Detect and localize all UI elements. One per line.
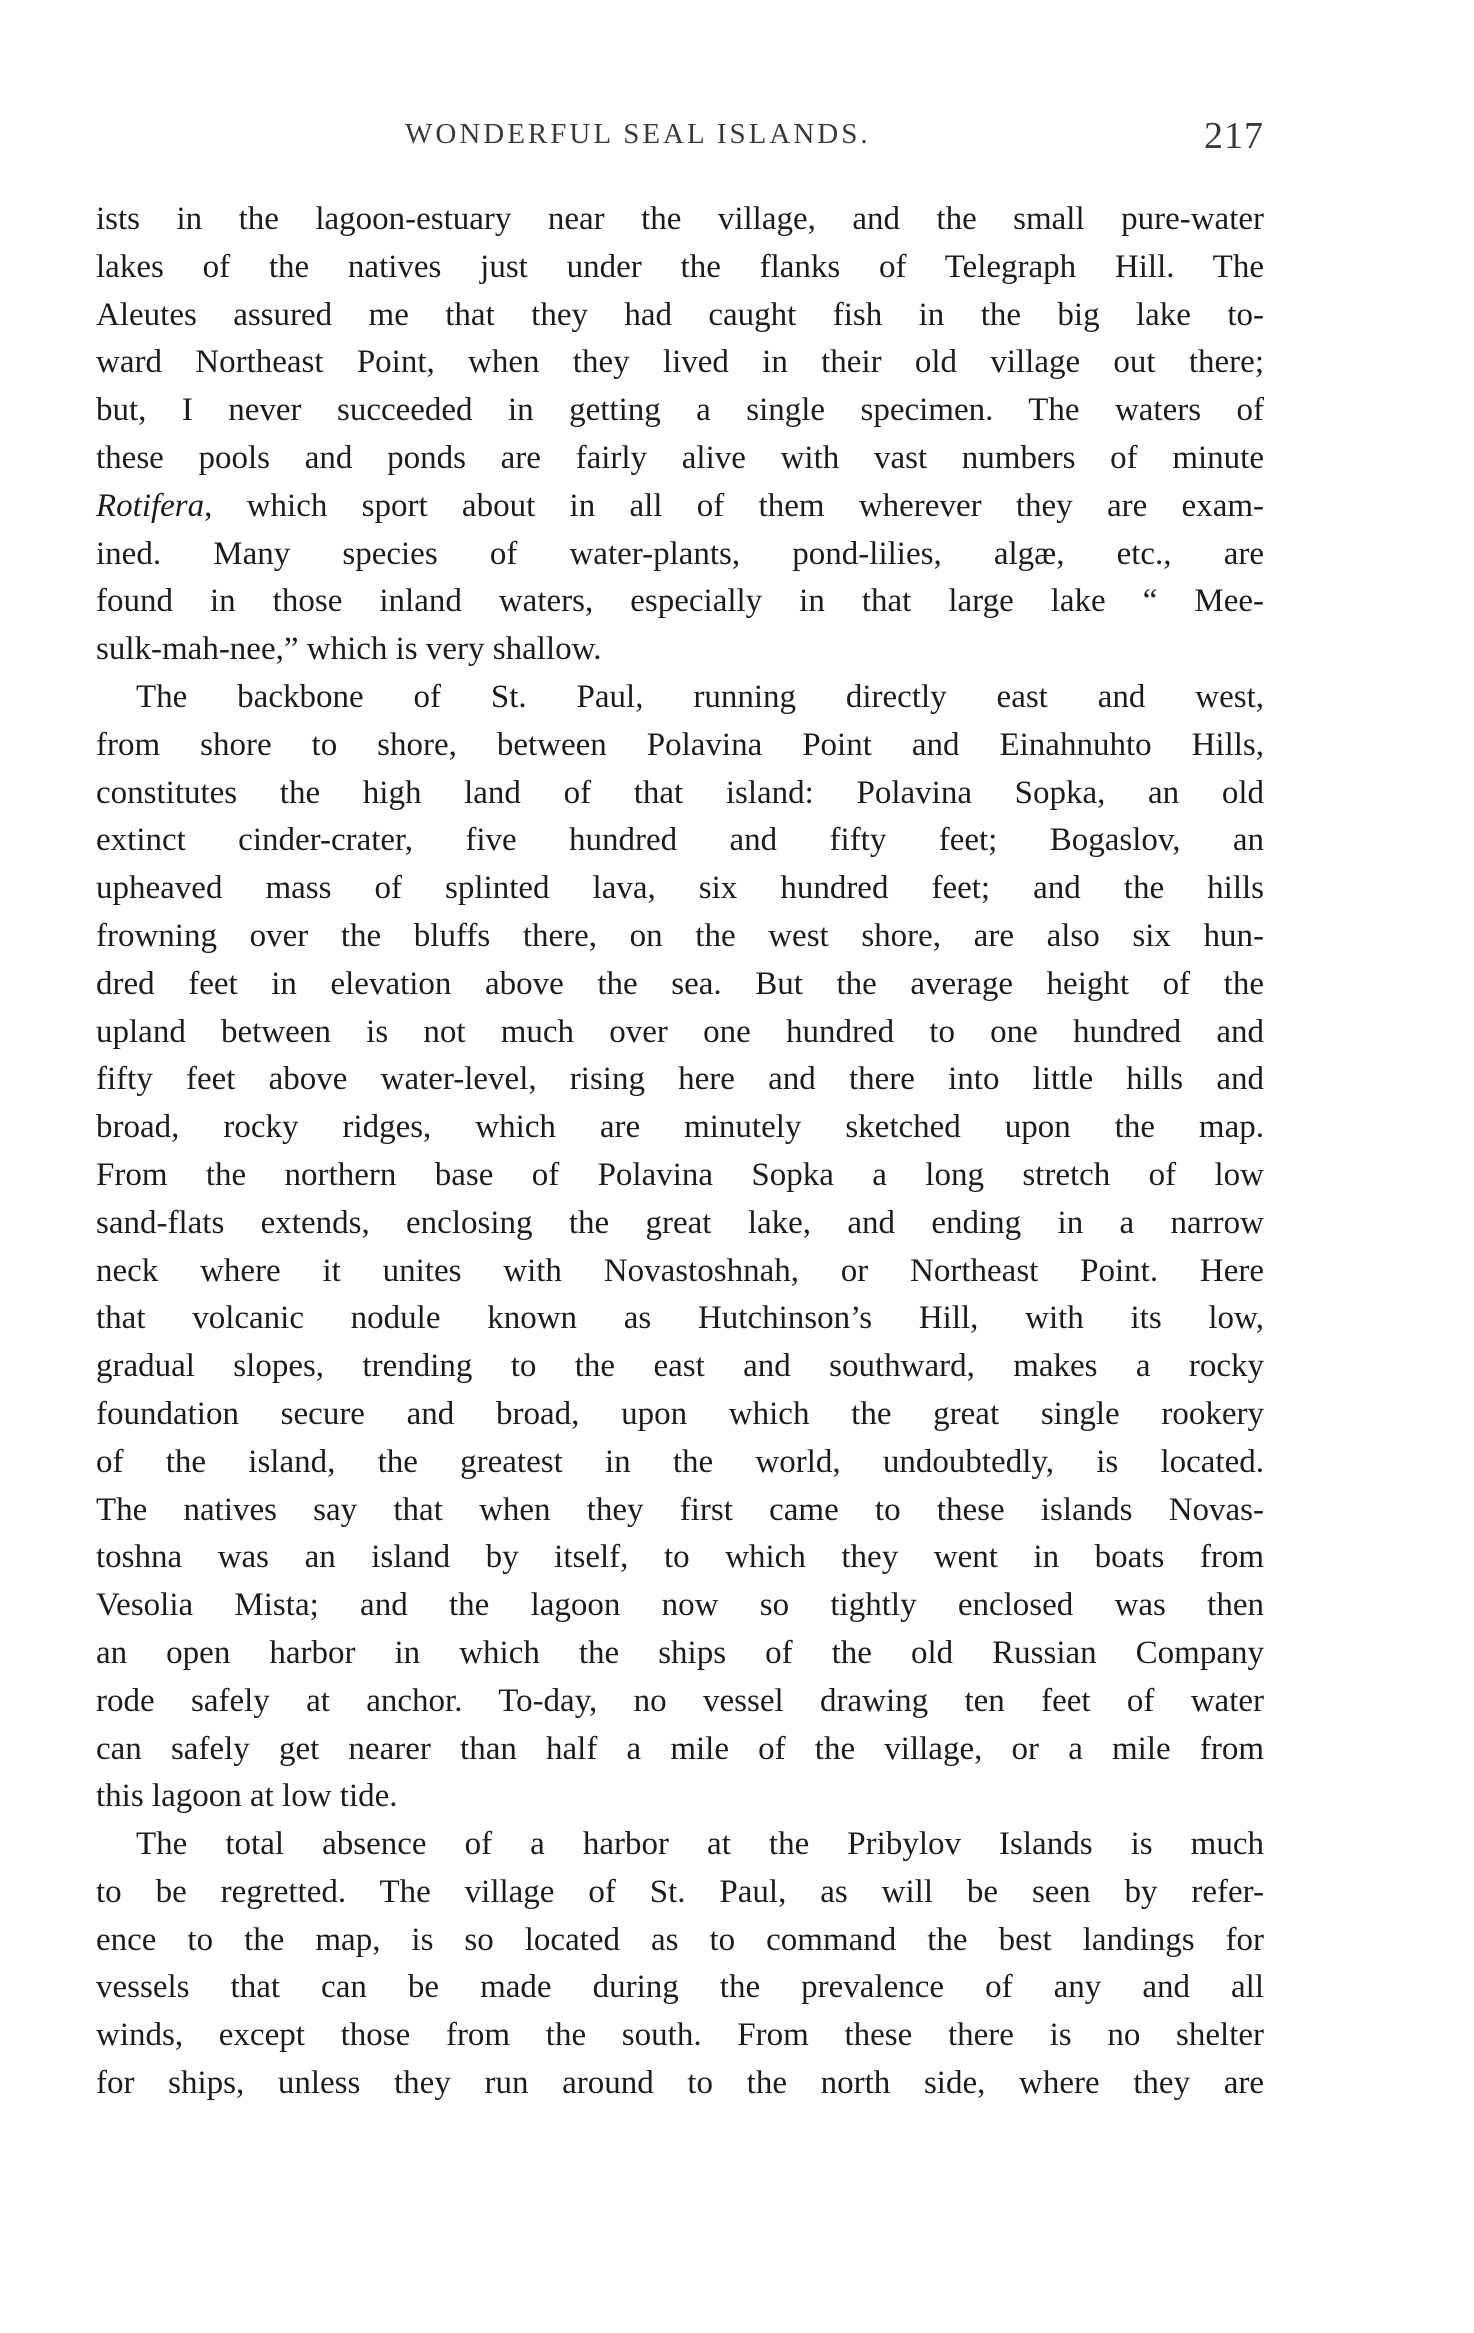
text-line: neck where it unites with Novastoshnah, or Northeast Point. Here (96, 1252, 1264, 1289)
text-line: lakes of the natives just under the flanks of Telegraph Hill. The (96, 248, 1264, 285)
text-line: but, I never succeeded in getting a single specimen. The waters of (96, 392, 1264, 429)
text-line: foundation secure and broad, upon which the great single rookery (96, 1395, 1264, 1432)
text-line: Aleutes assured me that they had caught fish in the big lake to- (96, 296, 1264, 333)
text-line: vessels that can be made during the prevalence of any and all (96, 1969, 1264, 2006)
text-line: these pools and ponds are fairly alive with vast numbers of minute (96, 439, 1264, 476)
text-line: found in those inland waters, especially in that large lake “ Mee- (96, 583, 1264, 620)
text-line: From the northern base of Polavina Sopka a long stretch of low (96, 1156, 1264, 1193)
text-line: upland between is not much over one hundred to one hundred and (96, 1013, 1264, 1050)
paragraph (96, 196, 1264, 674)
text-line (96, 483, 1264, 531)
text-line: that volcanic nodule known as Hutchinson’s Hill, with its low, (96, 1300, 1264, 1337)
text-line: sulk-mah-nee,” which is very shallow. (96, 631, 602, 668)
text-line: ined. Many species of water-plants, pond-lilies, algæ, etc., are (96, 535, 1264, 572)
body-text (96, 196, 1264, 2108)
text-line: extinct cinder-crater, five hundred and fifty feet; Bogaslov, an (96, 822, 1264, 859)
text-line: ence to the map, is so located as to command the best landings for (96, 1921, 1264, 1958)
text-line: this lagoon at low tide. (96, 1778, 398, 1815)
text-line: frowning over the bluffs there, on the west shore, are also six hun- (96, 917, 1264, 954)
text-line: toshna was an island by itself, to which they went in boats from (96, 1539, 1264, 1576)
text-line: ists in the lagoon-estuary near the village, and the small pure-water (96, 201, 1264, 237)
text-line: The total absence of a harbor at the Pribylov Islands is much (136, 1826, 1264, 1863)
text-fragment: , which sport about in all of them wherever they are exam- (204, 487, 1264, 524)
paragraph (96, 674, 1264, 1821)
text-line: ward Northeast Point, when they lived in their old village out there; (96, 344, 1264, 381)
text-line: broad, rocky ridges, which are minutely sketched upon the map. (96, 1109, 1264, 1146)
text-line: winds, except those from the south. From these there is no shelter (96, 2017, 1264, 2054)
paragraph (96, 1821, 1264, 2108)
text-line: The backbone of St. Paul, running directly east and west, (136, 678, 1264, 715)
text-line: of the island, the greatest in the world, undoubtedly, is located. (96, 1443, 1264, 1480)
text-line: from shore to shore, between Polavina Point and Einahnuhto Hills, (96, 726, 1264, 763)
page-number: 217 (1204, 115, 1264, 157)
text-line: to be regretted. The village of St. Paul, as will be seen by refer- (96, 1873, 1264, 1910)
running-title: WONDERFUL SEAL ISLANDS. (405, 118, 871, 150)
text-line: The natives say that when they first came to these islands Novas- (96, 1491, 1264, 1528)
text-line: gradual slopes, trending to the east and southward, makes a rocky (96, 1348, 1264, 1385)
text-line: Vesolia Mista; and the lagoon now so tightly enclosed was then (96, 1587, 1264, 1624)
italic-term: Rotifera (96, 487, 205, 524)
text-line: for ships, unless they run around to the north side, where they are (96, 2065, 1264, 2102)
running-header (0, 115, 1474, 178)
text-line: dred feet in elevation above the sea. But the average height of the (96, 965, 1264, 1002)
text-line: sand-flats extends, enclosing the great lake, and ending in a narrow (96, 1204, 1264, 1241)
text-line: constitutes the high land of that island: Polavina Sopka, an old (96, 774, 1264, 811)
text-line: rode safely at anchor. To-day, no vessel drawing ten feet of water (96, 1682, 1264, 1719)
text-line: upheaved mass of splinted lava, six hundred feet; and the hills (96, 870, 1264, 907)
text-line: an open harbor in which the ships of the old Russian Company (96, 1634, 1264, 1671)
text-line: fifty feet above water-level, rising here and there into little hills and (96, 1061, 1264, 1098)
text-line: can safely get nearer than half a mile of the village, or a mile from (96, 1730, 1264, 1767)
